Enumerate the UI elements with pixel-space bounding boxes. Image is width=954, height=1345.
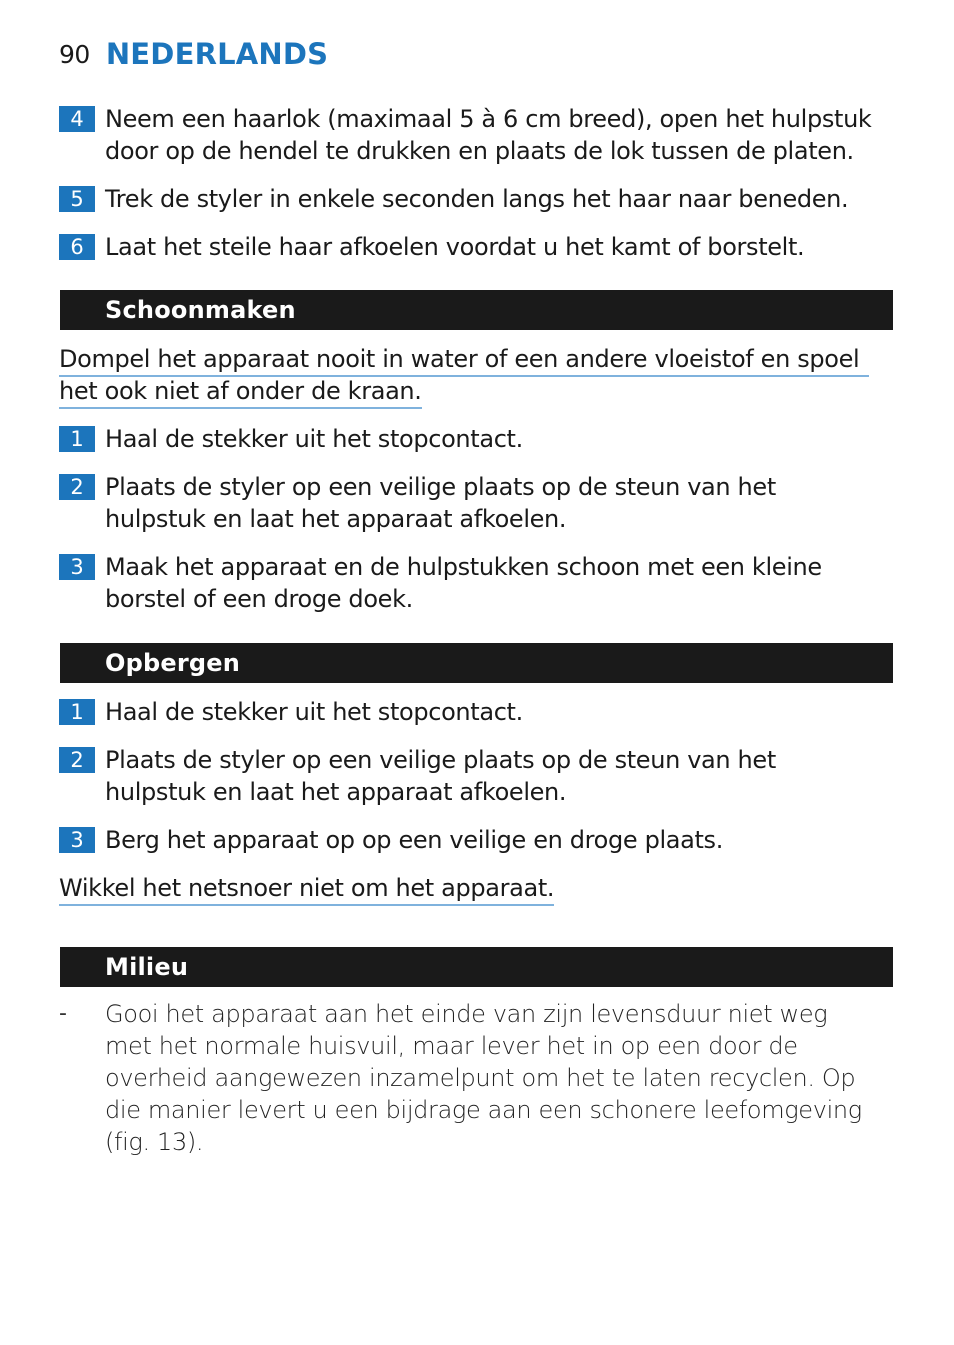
section-header-environment [60, 947, 893, 987]
page-header [59, 32, 328, 76]
step-text: Plaats de styler op een veilige plaats op de steun van het hulpstuk en laat het apparaat afkoelen. [105, 473, 776, 533]
page-number: 90 [59, 39, 90, 69]
cleaning-step-1 [59, 423, 879, 455]
language-title: NEDERLANDS [105, 37, 329, 71]
warning-line-1: Dompel het apparaat nooit in water of een andere vloeistof en spoel [59, 344, 869, 377]
cleaning-step-2 [59, 471, 879, 535]
step-number-badge: 1 [59, 426, 95, 452]
step-number-badge: 4 [59, 106, 95, 132]
step-text: Trek de styler in enkele seconden langs het haar naar beneden. [105, 185, 849, 213]
warning-line-2: het ook niet af onder de kraan. [59, 376, 422, 409]
cleaning-step-3 [59, 551, 879, 615]
step-number-badge: 5 [59, 186, 95, 212]
step-text: Maak het apparaat en de hulpstukken schoon met een kleine borstel of een droge doek. [105, 553, 822, 613]
environment-bullet [59, 998, 879, 1158]
step-number-badge: 1 [59, 699, 95, 725]
step-number-badge: 2 [59, 474, 95, 500]
step-text: Haal de stekker uit het stopcontact. [105, 425, 523, 453]
step-number-badge: 3 [59, 827, 95, 853]
storage-step-3 [59, 824, 879, 856]
step-text: Berg het apparaat op op een veilige en droge plaats. [105, 826, 723, 854]
section-title: Schoonmaken [105, 296, 296, 324]
section-header-cleaning [60, 290, 893, 330]
section-title: Opbergen [105, 649, 241, 677]
step-number-badge: 2 [59, 747, 95, 773]
step-number-badge: 6 [59, 234, 95, 260]
step-number-badge: 3 [59, 554, 95, 580]
bullet-marker: - [59, 1001, 67, 1026]
step-text: Laat het steile haar afkoelen voordat u het kamt of borstelt. [105, 233, 805, 261]
step-4 [59, 103, 879, 167]
step-text: Neem een haarlok (maximaal 5 à 6 cm breed), open het hulpstuk door op de hendel te drukken en plaats de lok tussen de platen. [105, 105, 872, 165]
section-header-storage [60, 643, 893, 683]
storage-note: Wikkel het netsnoer niet om het apparaat. [59, 873, 554, 906]
storage-step-2 [59, 744, 879, 808]
storage-step-1 [59, 696, 879, 728]
bullet-text: Gooi het apparaat aan het einde van zijn levensduur niet weg met het normale huisvuil, maar lever het in op een door de overheid aangewezen inzamelpunt om het te laten recyclen. Op die manier levert u een bijdrage aan een schonere leefomgeving (fig. 13). [105, 1000, 862, 1156]
step-6 [59, 231, 879, 263]
step-text: Plaats de styler op een veilige plaats op de steun van het hulpstuk en laat het apparaat afkoelen. [105, 746, 776, 806]
step-5 [59, 183, 879, 215]
section-title: Milieu [105, 953, 189, 981]
step-text: Haal de stekker uit het stopcontact. [105, 698, 523, 726]
